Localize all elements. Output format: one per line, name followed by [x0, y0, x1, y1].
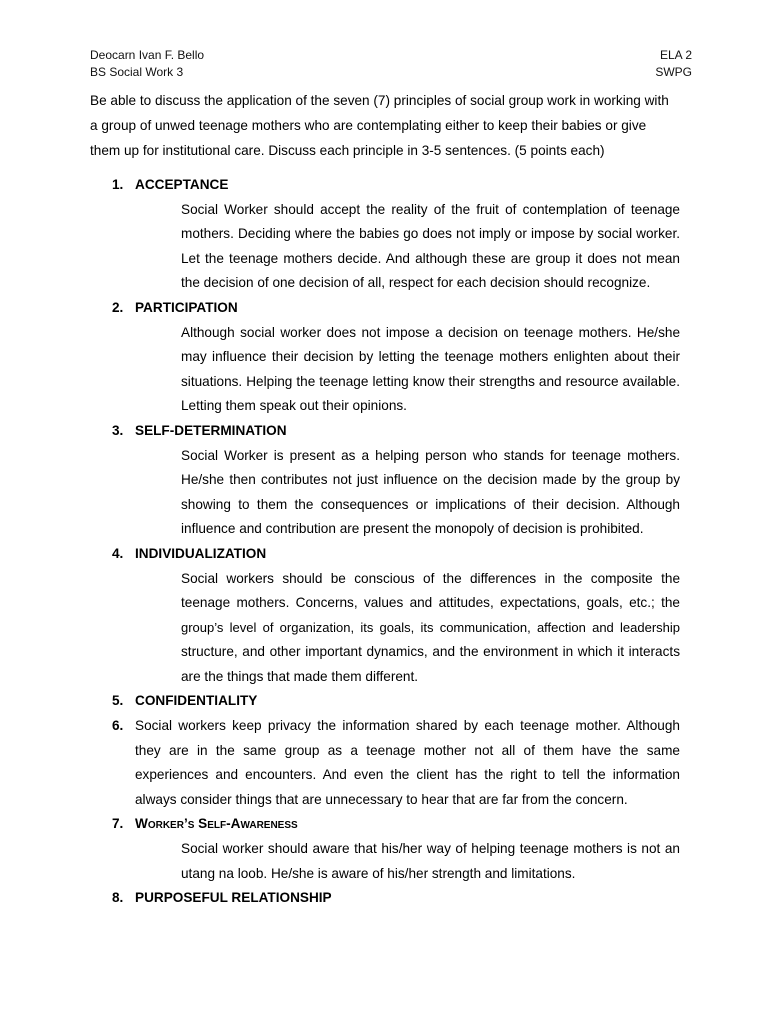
item-number: 6. — [112, 718, 124, 734]
item-heading: ACCEPTANCE — [135, 177, 229, 192]
item-number: 4. — [112, 545, 124, 561]
subject-name: SWPG — [655, 65, 692, 79]
item-number: 1. — [112, 177, 124, 192]
list-item-self-awareness — [90, 812, 680, 886]
item-body-part: group’s level of organization, its goals, its communication, affection and leadership — [181, 619, 680, 635]
item-heading: Worker’s Self-Awareness — [135, 816, 298, 832]
subject-code: ELA 2 — [659, 48, 692, 62]
item-number: 8. — [112, 890, 124, 906]
item-number: 7. — [112, 816, 124, 832]
item-number: 5. — [112, 693, 124, 709]
item-body-part: structure, and other important dynamics, and the environment in which it interacts are the things that made them different. — [181, 644, 680, 684]
assignment-prompt: Be able to discuss the application of the seven (7) principles of social group work in working with a group of unwed teenage mothers who are contemplating either to keep their babies or give them up for institutional care. Discuss each principle in 3-5 sentences. (5 points each) — [90, 93, 669, 158]
list-item-self-determination — [90, 419, 680, 542]
item-heading: PARTICIPATION — [135, 299, 238, 315]
item-number: 2. — [112, 299, 124, 315]
item-heading: CONFIDENTIALITY — [135, 693, 258, 709]
header-left — [90, 47, 204, 81]
list-item-participation — [90, 296, 680, 419]
author-name: Deocarn Ivan F. Bello — [90, 48, 205, 62]
item-body-part: Social workers should be conscious of the differences in the composite the teenage mothers. Concerns, values and attitudes, expectations, goals, etc.; the — [181, 570, 680, 611]
document-header — [90, 47, 692, 83]
author-course: BS Social Work 3 — [90, 65, 184, 79]
item-body: Social workers keep privacy the information shared by each teenage mother. Although they are in the same group as a teenage mother not all of them have the same experiences and encounters. And even the client has the right to tell the information always consider things that are unnecessary to hear that are far from the concern. — [135, 718, 680, 807]
list-item-purposeful-relationship — [90, 886, 680, 911]
item-heading: INDIVIDUALIZATION — [135, 545, 267, 561]
item-body: Social Worker should accept the reality of the fruit of contemplation of teenage mothers. Deciding where the babies go does not imply or impose by social worker. Let the teenage mothers decide. And although these are group it does not mean the decision of one decision of all, respect for each decision should recognize. — [181, 201, 680, 291]
item-body: Social Worker is present as a helping person who stands for teenage mothers. He/she then contributes not just influence on the decision made by the group by showing to them the consequences or implications of their decision. Although influence and contribution are present the monopoly of decision is prohibited. — [181, 447, 680, 537]
list-item-acceptance — [90, 173, 680, 296]
principles-list — [90, 173, 680, 911]
item-body: Social worker should aware that his/her way of helping teenage mothers is not an utang na loob. He/she is aware of his/her strength and limitations. — [181, 841, 680, 881]
item-body: Although social worker does not impose a decision on teenage mothers. He/she may influence their decision by letting the teenage mothers enlighten about their situations. Helping the teenage letting know their strengths and resource available. Letting them speak out their opinions. — [181, 324, 680, 414]
list-item-confidentiality-body — [90, 714, 680, 812]
list-item-individualization — [90, 542, 680, 690]
item-heading: PURPOSEFUL RELATIONSHIP — [135, 890, 332, 906]
header-right — [655, 47, 692, 81]
item-body — [181, 567, 680, 690]
list-item-confidentiality — [90, 689, 680, 714]
item-heading: SELF-DETERMINATION — [135, 422, 287, 438]
item-number: 3. — [112, 422, 124, 438]
